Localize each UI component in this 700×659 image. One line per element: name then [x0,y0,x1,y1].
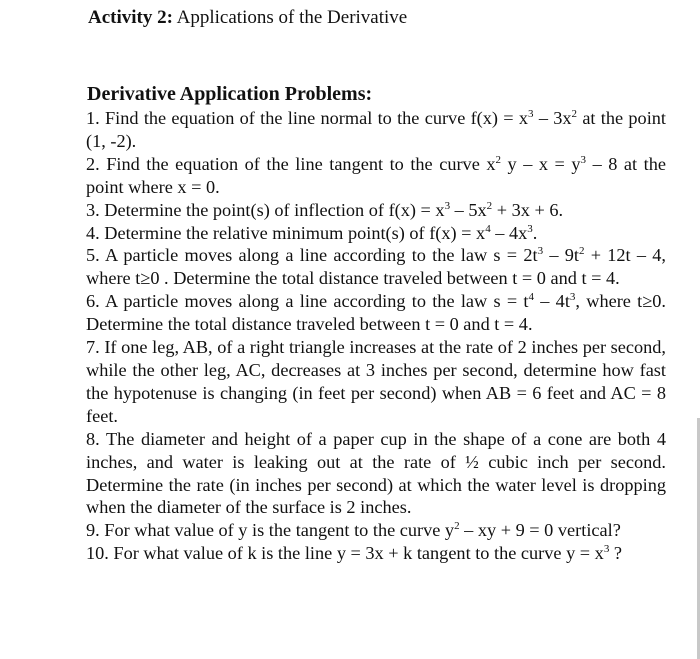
problem-7: 7. If one leg, AB, of a right triangle increases at the rate of 2 inches per second, while the other leg, AC, decreases at 3 inches per second, determine how fast the hypotenuse is changing (in feet per second) when AB = 6 feet and AC = 8 feet. [86,337,666,426]
problem-4: 4. Determine the relative minimum point(s) of $f(x) = x^4 - 4x^3$. [86,222,538,243]
problem-6: 6. A particle moves along a line according to the law $s = t^4 - 4t^3$, where t≥0. Determine the total distance traveled between t = 0 and t = 4. [86,291,666,335]
section-heading: Derivative Application Problems: [87,83,373,105]
problem-5: 5. A particle moves along a line according to the law $s = 2t^3 - 9t^2 + 12t - 4$, where t≥0 . Determine the total distance traveled between t = 0 and t = 4. [86,245,666,289]
problem-8: 8. The diameter and height of a paper cup in the shape of a cone are both 4 inches, and water is leaking out at the rate of ½ cubic inch per second. Determine the rate (in inches per second) at which the water level is dropping when the diameter of the surface is 2 inches. [86,428,666,518]
problem-10: 10. For what value of k is the line y = 3x + k tangent to the curve $y = x^3$ ? [86,543,623,564]
activity-title-text: Applications of the Derivative [176,7,408,28]
activity-label: Activity 2: [88,7,173,28]
problem-9: 9. For what value of y is the tangent to the curve $y^2$ – xy + 9 = 0 vertical? [86,520,621,541]
problem-3: 3. Determine the point(s) of inflection of $f(x) = x^3 - 5x^2 + 3x + 6$. [86,199,564,220]
problem-2: 2. Find the equation of the line tangent to the curve $x^2$ $y - x = y^3 - 8$ at the point where x = 0. [86,153,666,197]
problem-1: 1. Find the equation of the line normal to the curve $f(x) = x^3 - 3x^2$ at the point (1, -2). [86,108,667,151]
problem-list [86,107,666,565]
activity-title [88,7,407,29]
